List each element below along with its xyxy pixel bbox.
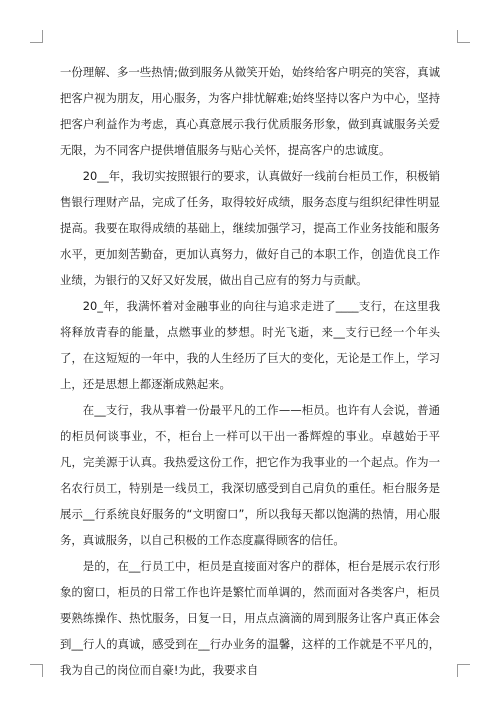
paragraph-1: 一份理解、多一些热情;做到服务从微笑开始，始终给客户明亮的笑容，真诚把客户视为朋友，用心服务，为客户排忧解难;始终坚持以客户为中心，坚持把客户利益作为考虑，真心真意展示我行优质服务形象，做到真诚服务关爱无限，为不同客户提供增值服务与贴心关怀，提高客户的忠诚度。 <box>60 65 440 157</box>
paragraph-5: 是的，在__行员工中，柜员是直接面对客户的群体，柜台是展示农行形象的窗口，柜员的日常工作也许是繁忙而单调的，然而面对各类客户，柜员要熟练操作、热忱服务，日复一日，用点点滴滴的周到服务让客户真正体会到__行人的真诚，感受到在__行办业务的温馨，这样的工作就是不平凡的，我为自己的岗位而自豪!为此，我要求自 <box>60 559 440 677</box>
crop-mark-top-left <box>30 30 43 43</box>
crop-mark-bottom-right <box>457 664 470 677</box>
paragraph-3: 20_年，我满怀着对金融事业的向往与追求走进了____支行，在这里我将释放青春的能量，点燃事业的梦想。时光飞逝，来__支行已经一个年头了，在这短短的一年中，我的人生经历了巨大的变化，无论是工作上，学习上，还是思想上都逐渐成熟起来。 <box>60 299 440 391</box>
paragraph-2: 20__年，我切实按照银行的要求，认真做好一线前台柜员工作，积极销售银行理财产品，完成了任务，取得较好成绩，服务态度与组织纪律性明显提高。我要在取得成绩的基础上，继续加强学习，提高工作业务技能和服务水平，更加刻苦勤奋，更加认真努力，做好自己的本职工作，创造优良工作业绩，为银行的又好又好发展，做出自己应有的努力与贡献。 <box>60 169 440 287</box>
document-body <box>60 59 440 683</box>
crop-mark-top-right <box>457 30 470 43</box>
crop-mark-bottom-left <box>30 664 43 677</box>
paragraph-4: 在__支行，我从事着一份最平凡的工作——柜员。也许有人会说，普通的柜员何谈事业，不，柜台上一样可以干出一番辉煌的事业。卓越始于平凡，完美源于认真。我热爱这份工作，把它作为我事业的一个起点。作为一名农行员工，特别是一线员工，我深切感受到自己肩负的重任。柜台服务是展示__行系统良好服务的“文明窗口”，所以我每天都以饱满的热情，用心服务，真诚服务，以自己积极的工作态度赢得顾客的信任。 <box>60 403 440 547</box>
